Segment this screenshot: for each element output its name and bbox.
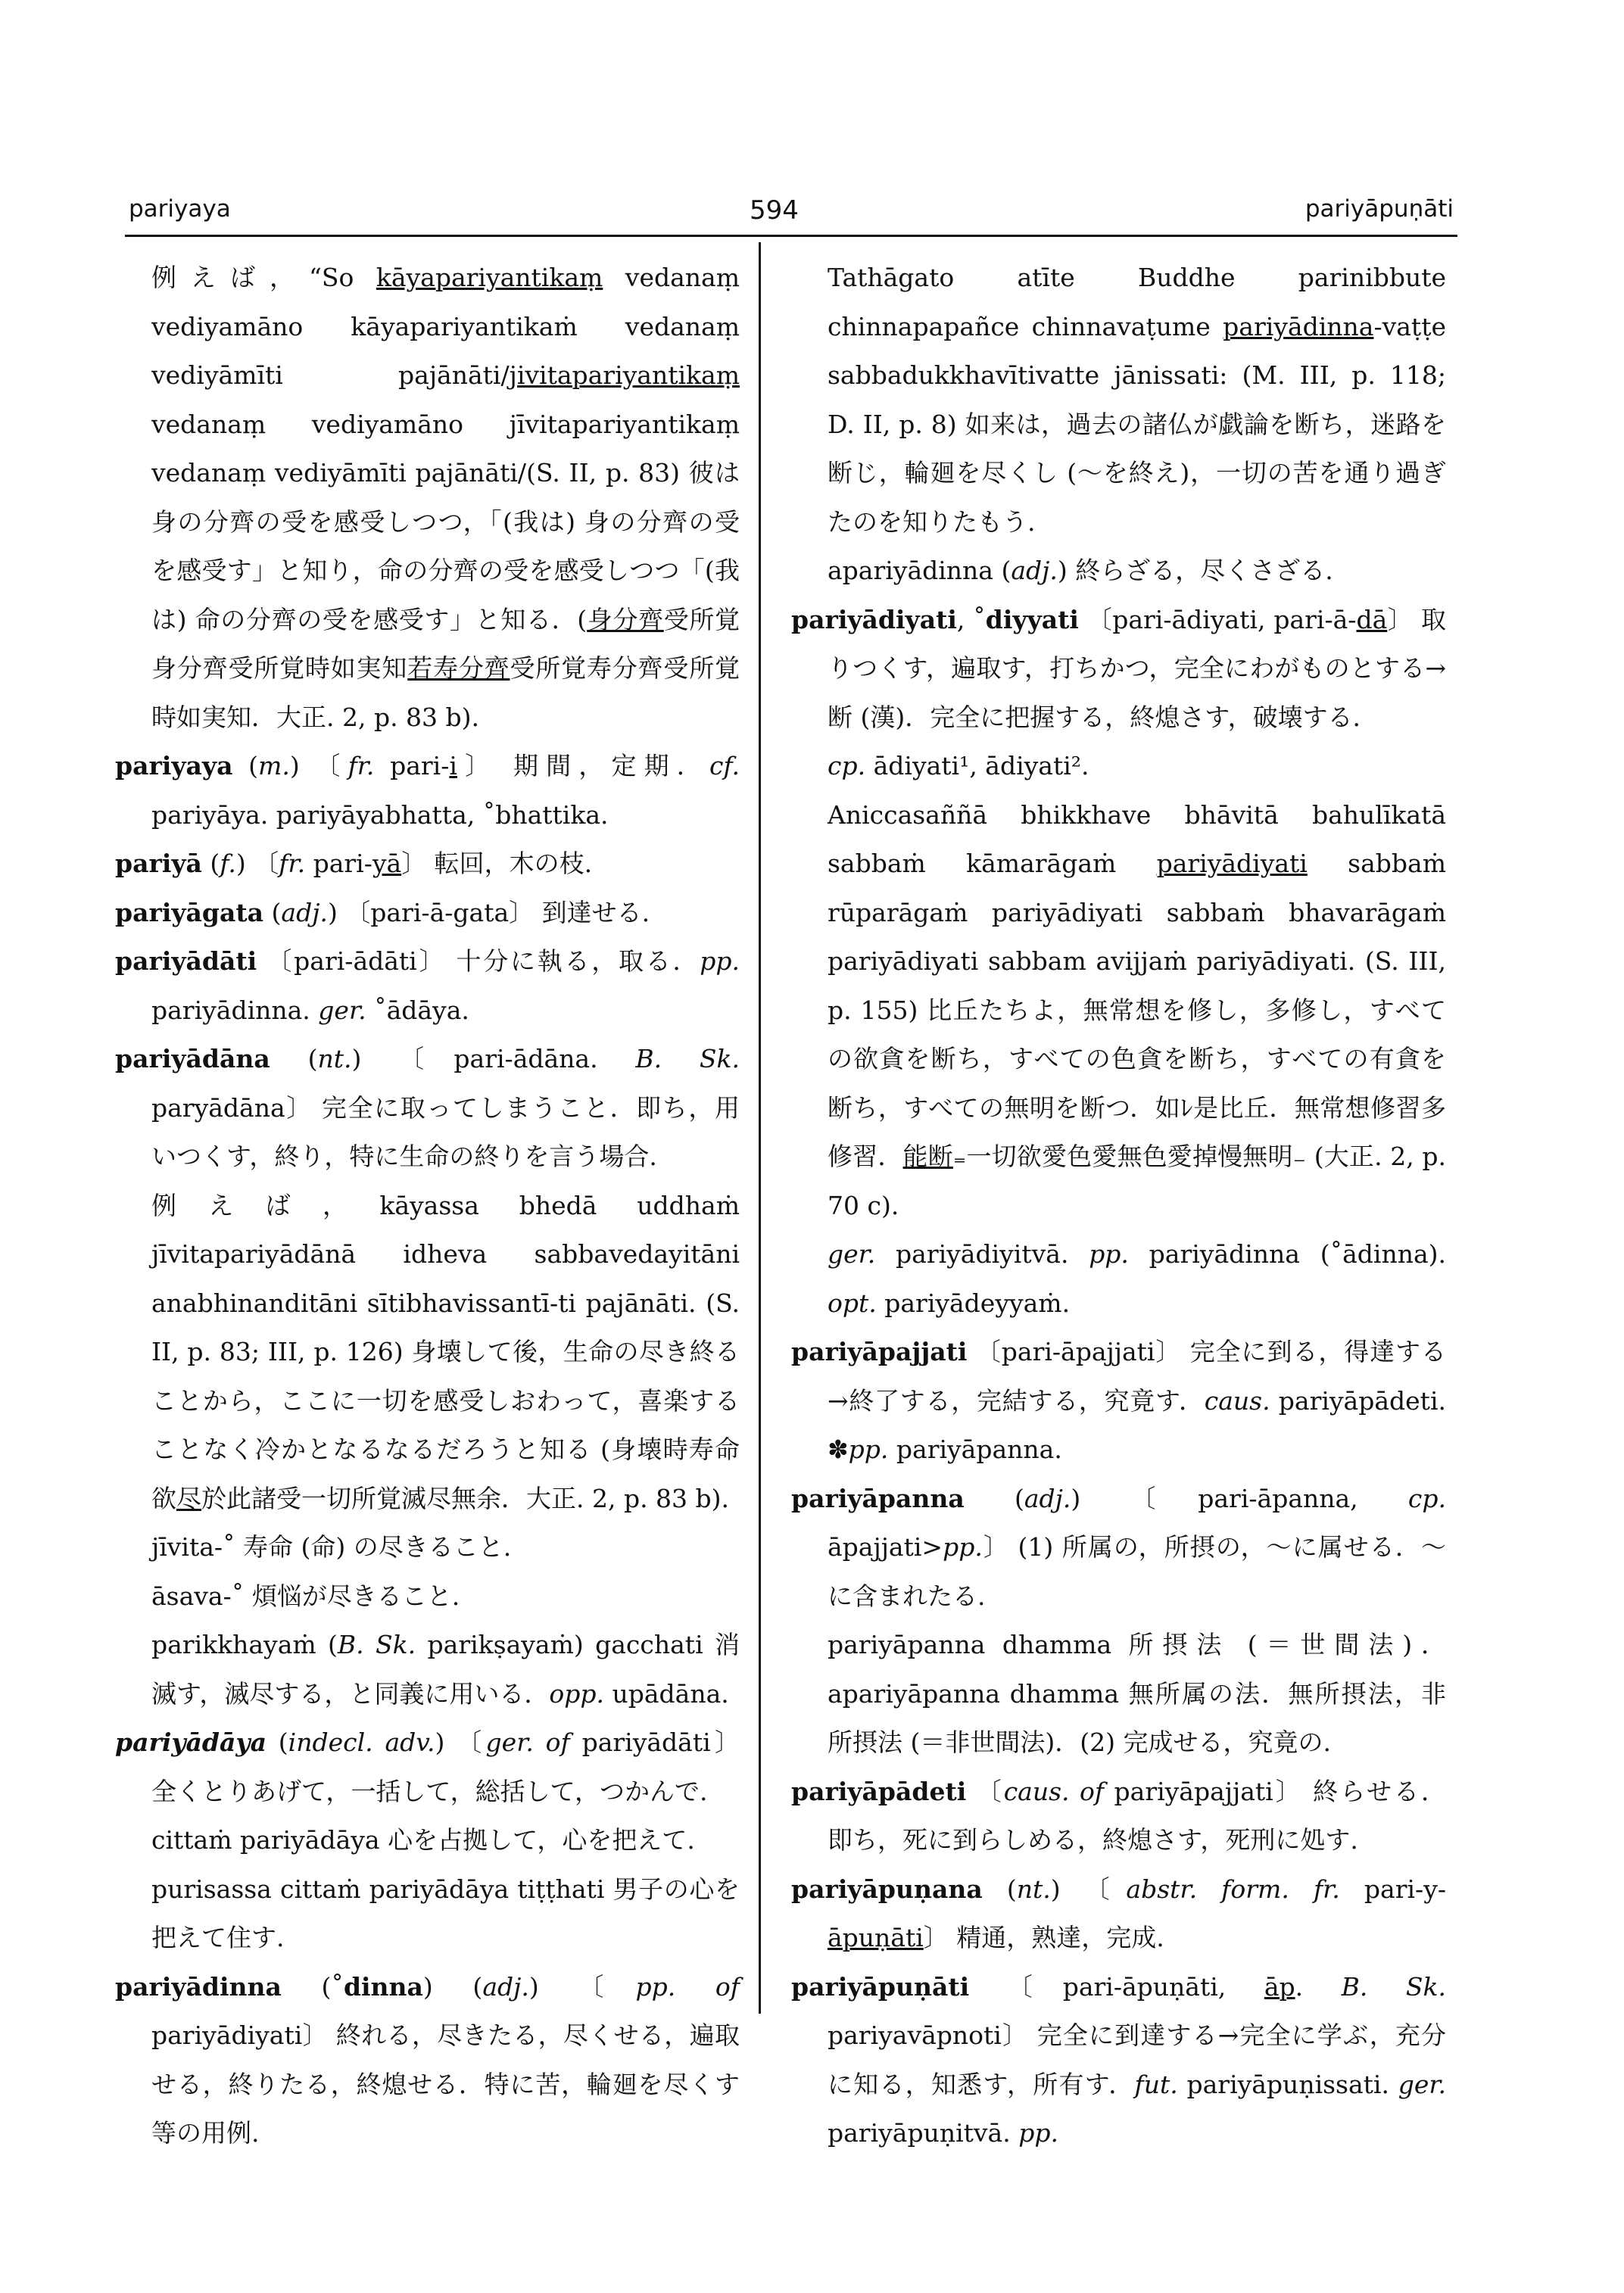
dictionary-entry: pariyādāti 〔pari-ādāti〕 十分に執る，取る．pp. pariyādinna. ger. ˚ādāya. — [115, 946, 740, 1025]
entry-paragraph: parikkhayaṁ (B. Sk. parikṣayaṁ) gacchati 消滅す，滅尽する，と同義に用いる．opp. upādāna. — [151, 1630, 740, 1709]
dictionary-entry: pariyādinna (˚dinna) (adj.) 〔pp. of pariyādiyati〕 終れる，尽きたる，尽くせる，遍取せる，終りたる，終熄せる．特に苦，輪廻を尽くす等の用例. — [115, 1971, 740, 2148]
entry-paragraph: 例えば，“So kāyapariyantikaṃ vedanaṃ vediyamāno kāyapariyantikaṁ vedanaṃ vediyāmīti pajānāti/jivitapariyantikaṃ vedanaṃ vediyamāno jīvitapariyantikaṃ vedanaṃ vediyāmīti pajānāti/(S. II, p. 83) 彼は身の分齊の受を感受しつつ，「(我は) 身の分齊の受を感受す」と知り，命の分齊の受を感受しつつ「(我は) 命の分齊の受を感受す」と知る．(身分齊受所覚身分齊受所覚時如実知若寿分齊受所覚寿分齊受所覚時如実知．大正. 2, p. 83 b). — [151, 263, 740, 732]
right-column — [791, 254, 1446, 2158]
entry-paragraph: ger. pariyādiyitvā. pp. pariyādinna (˚ādinna). opt. pariyādeyyaṁ. — [828, 1239, 1447, 1318]
dictionary-entry: pariyāgata (adj.) 〔pari-ā-gata〕 到達せる. — [115, 897, 650, 927]
left-column — [115, 254, 740, 2158]
entry-paragraph: pariyāpanna dhamma 所摂法 (＝世間法)．apariyāpanna dhamma 無所属の法．無所摂法，非所摂法 (＝非世間法)．(2) 完成せる，究竟の. — [828, 1630, 1446, 1757]
dictionary-entry: pariyāpuṇāti 〔pari-āpuṇāti, āp. B. Sk. pariyavāpnoti〕 完全に到達する→完全に学ぶ，充分に知る，知悉す，所有す．fut. pariyāpuṇissati. ger. pariyāpuṇitvā. pp. — [791, 1971, 1446, 2148]
dictionary-entry: pariyāpuṇana (nt.) 〔abstr. form. fr. pari-y-āpuṇāti〕 精通，熟達，完成. — [791, 1874, 1446, 1952]
entry-paragraph: apariyādinna (adj.) 終らざる，尽くさざる. — [828, 556, 1333, 585]
page-number: 594 — [750, 195, 799, 226]
entry-paragraph: purisassa cittaṁ pariyādāya tiṭṭhati 男子の心を把えて住す. — [151, 1874, 740, 1952]
entry-paragraph: Tathāgato atīte Buddhe parinibbute chinnapapañce chinnavaṭume pariyādinna-vaṭṭe sabbadukkhavītivatte jānissati: (M. III, p. 118; D. II, p. 8) 如来は，過去の諸仏が戯論を断ち，迷路を断じ，輪廻を尽くし (～を終え)，一切の苦を通り過ぎたのを知りたもう. — [828, 263, 1446, 537]
running-head-right: pariyāpuṇāti — [1304, 195, 1454, 223]
entry-paragraph: 例えば，kāyassa bhedā uddhaṁ jīvitapariyādānā idheva sabbavedayitāni anabhinanditāni sītibhavissantī-ti pajānāti. (S. II, p. 83; III, p. 126) 身壊して後，生命の尽き終ることから，ここに一切を感受しおわって，喜楽することなく冷かとなるなるだろうと知る (身壊時寿命欲尽於此諸受一切所覚滅尽無余．大正. 2, p. 83 b). — [151, 1190, 740, 1513]
dictionary-entry: pariyāpādeti 〔caus. of pariyāpajjati〕 終らせる．即ち，死に到らしめる，終熄さす，死刑に処す. — [791, 1776, 1446, 1855]
dictionary-entry: pariyaya (m.) 〔fr. pari-i〕 期間，定期．cf. pariyāya. pariyāyabhatta, ˚bhattika. — [115, 751, 740, 830]
dictionary-entry: pariyādāya (indecl. adv.) 〔ger. of pariyādāti〕 全くとりあげて，一括して，総括して，つかんで. — [115, 1728, 740, 1806]
column-divider — [759, 242, 761, 2014]
page-header — [129, 195, 1454, 241]
dictionary-entry: pariyā (f.) 〔fr. pari-yā〕 転回，木の枝. — [115, 849, 593, 878]
entry-paragraph: cp. ādiyati¹, ādiyati². — [828, 751, 1089, 780]
dictionary-entry: pariyādiyati, ˚diyyati 〔pari-ādiyati, pari-ā-dā〕 取りつくす，遍取す，打ちかつ，完全にわがものとする→断 (漢)．完全に把握する，終熄さす，破壊する． — [791, 604, 1446, 732]
entry-paragraph: Aniccasaññā bhikkhave bhāvitā bahulīkatā sabbaṁ kāmarāgaṁ pariyādiyati sabbaṁ rūparāgaṁ pariyādiyati sabbaṁ bhavarāgaṁ pariyādiyati sabbam avijjaṁ pariyādiyati. (S. III, p. 155) 比丘たちよ，無常想を修し，多修し，すべての欲貪を断ち，すべての色貪を断ち，すべての有貪を断ち，すべての無明を断つ．如ﾚ是比丘．無常想修習多修習．能断₌一切欲愛色愛無色愛掉慢無明₋ (大正. 2, p. 70 c). — [828, 799, 1447, 1220]
entry-paragraph: cittaṁ pariyādāya 心を占拠して，心を把えて. — [151, 1825, 695, 1855]
entry-paragraph: āsava-˚ 煩悩が尽きること. — [151, 1581, 460, 1611]
dictionary-entry: pariyādāna (nt.) 〔pari-ādāna. B. Sk. paryādāna〕 完全に取ってしまうこと．即ち，用いつくす，終り，特に生命の終りを言う場合. — [115, 1044, 740, 1171]
running-head-left: pariyaya — [129, 195, 231, 223]
entry-paragraph: jīvita-˚ 寿命 (命) の尽きること. — [151, 1532, 512, 1562]
dictionary-entry: pariyāpajjati 〔pari-āpajjati〕 完全に到る，得達する→終了する，完結する，究竟す．caus. pariyāpādeti. ✽pp. pariyāpanna. — [791, 1337, 1446, 1464]
dictionary-entry: pariyāpanna (adj.) 〔pari-āpanna, cp. āpajjati>pp.〕 (1) 所属の，所摂の，～に属せる．～に含まれたる. — [791, 1483, 1446, 1611]
header-rule — [125, 235, 1457, 237]
